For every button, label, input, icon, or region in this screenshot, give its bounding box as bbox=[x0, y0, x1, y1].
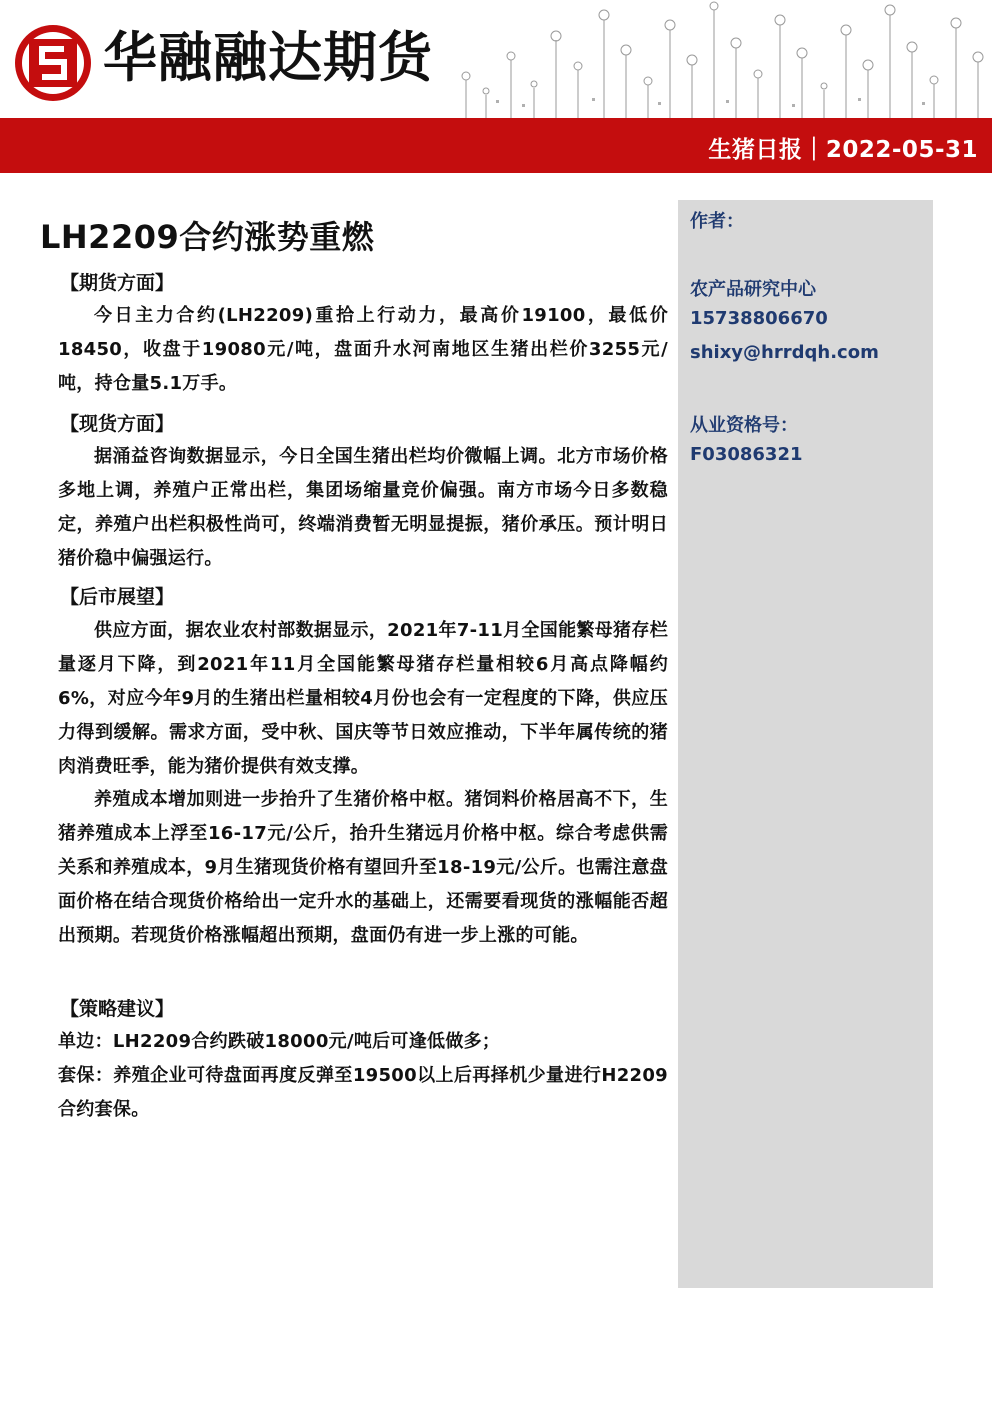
section-heading-spot: 【现货方面】 bbox=[60, 413, 175, 435]
author-label: 作者： bbox=[690, 211, 744, 232]
author-phone: 15738806670 bbox=[690, 308, 828, 329]
outlook-paragraph-1: 供应方面，据农业农村部数据显示，2021年7-11月全国能繁母猪存栏量逐月下降，到2021年11月全国能繁母猪存栏量相较6月高点降幅约6%，对应今年9月的生猪出栏量相较4月份也会有一定程度的下降，供应压力得到缓解。需求方面，受中秋、国庆等节日效应推动，下半年属传统的猪肉消费旺季，能为猪价提供有效支撑。 bbox=[58, 620, 668, 777]
report-header bbox=[0, 0, 992, 175]
company-logo-icon bbox=[12, 22, 94, 104]
report-label: 生猪日报｜2022-05-31 bbox=[708, 137, 978, 163]
futures-paragraph: 今日主力合约(LH2209)重拾上行动力，最高价19100，最低价18450，收盘于19080元/吨，盘面升水河南地区生猪出栏价3255元/吨，持仓量5.1万手。 bbox=[58, 305, 668, 394]
section-heading-outlook: 【后市展望】 bbox=[60, 586, 175, 608]
author-sidebar bbox=[678, 200, 933, 1288]
report-title: LH2209合约涨势重燃 bbox=[40, 218, 375, 256]
company-name: 华融融达期货 bbox=[103, 25, 433, 89]
decorative-pattern bbox=[456, 0, 992, 118]
strategy-hedge: 套保：养殖企业可待盘面再度反弹至19500以上后再择机少量进行H2209合约套保。 bbox=[58, 1065, 668, 1120]
strategy-single-side: 单边：LH2209合约跌破18000元/吨后可逢低做多； bbox=[58, 1031, 501, 1052]
license-label: 从业资格号： bbox=[690, 415, 798, 436]
report-banner bbox=[0, 118, 992, 173]
outlook-paragraph-2: 养殖成本增加则进一步抬升了生猪价格中枢。猪饲料价格居高不下，生猪养殖成本上浮至16-17元/公斤，抬升生猪远月价格中枢。综合考虑供需关系和养殖成本，9月生猪现货价格有望回升至18-19元/公斤。也需注意盘面价格在结合现货价格给出一定升水的基础上，还需要看现货的涨幅能否超出预期。若现货价格涨幅超出预期，盘面仍有进一步上涨的可能。 bbox=[58, 789, 668, 946]
spot-paragraph: 据涌益咨询数据显示，今日全国生猪出栏均价微幅上调。北方市场价格多地上调，养殖户正常出栏，集团场缩量竞价偏强。南方市场今日多数稳定，养殖户出栏积极性尚可，终端消费暂无明显提振，猪价承压。预计明日猪价稳中偏强运行。 bbox=[58, 446, 668, 569]
author-department: 农产品研究中心 bbox=[690, 279, 816, 300]
license-number: F03086321 bbox=[690, 444, 803, 465]
author-email[interactable]: shixy@hrrdqh.com bbox=[690, 342, 879, 363]
section-heading-strategy: 【策略建议】 bbox=[60, 998, 175, 1020]
section-heading-futures: 【期货方面】 bbox=[60, 272, 175, 294]
